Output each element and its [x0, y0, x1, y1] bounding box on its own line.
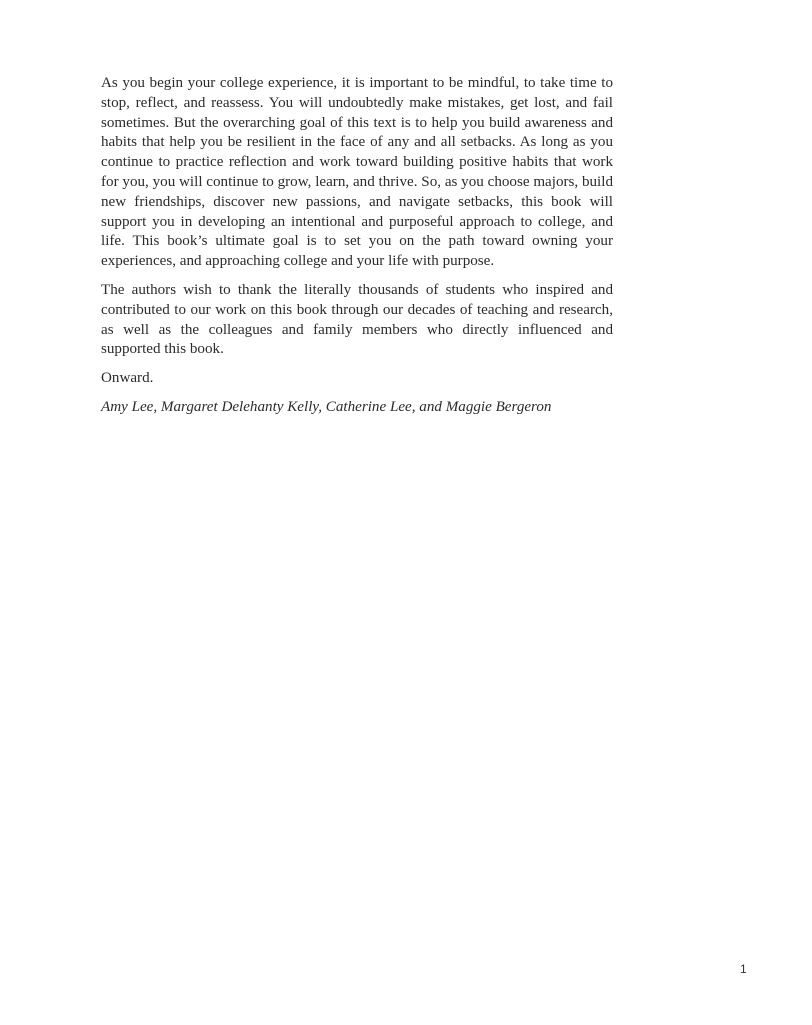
paragraph-intro: As you begin your college experience, it is important to be mindful, to take time to stop, reflect, and reassess. You will undoubtedly make mistakes, get lost, and fail sometimes. But the overarching goal of this text is to help you build awareness and habits that help you be resilient in the face of any and all setbacks. As long as you continue to practice reflection and work toward building positive habits that work for you, you will continue to grow, learn, and thrive. So, as you choose majors, build new friendships, discover new passions, and navigate setbacks, this book will support you in developing an intentional and purposeful approach to college, and life. This book’s ultimate goal is to set you on the path toward owning your experiences, and approaching college and your life with purpose.: [101, 75, 613, 270]
closing-line: Onward.: [101, 370, 154, 387]
author-signature: Amy Lee, Margaret Delehanty Kelly, Catherine Lee, and Maggie Bergeron: [101, 398, 552, 415]
paragraph-acknowledgments: The authors wish to thank the literally thousands of students who inspired and contributed to our work on this book through our decades of teaching and research, as well as the colleagues and family members who directly influenced and supported this book.: [101, 281, 613, 358]
page-number: 1: [740, 962, 747, 976]
page-content: [101, 74, 613, 418]
